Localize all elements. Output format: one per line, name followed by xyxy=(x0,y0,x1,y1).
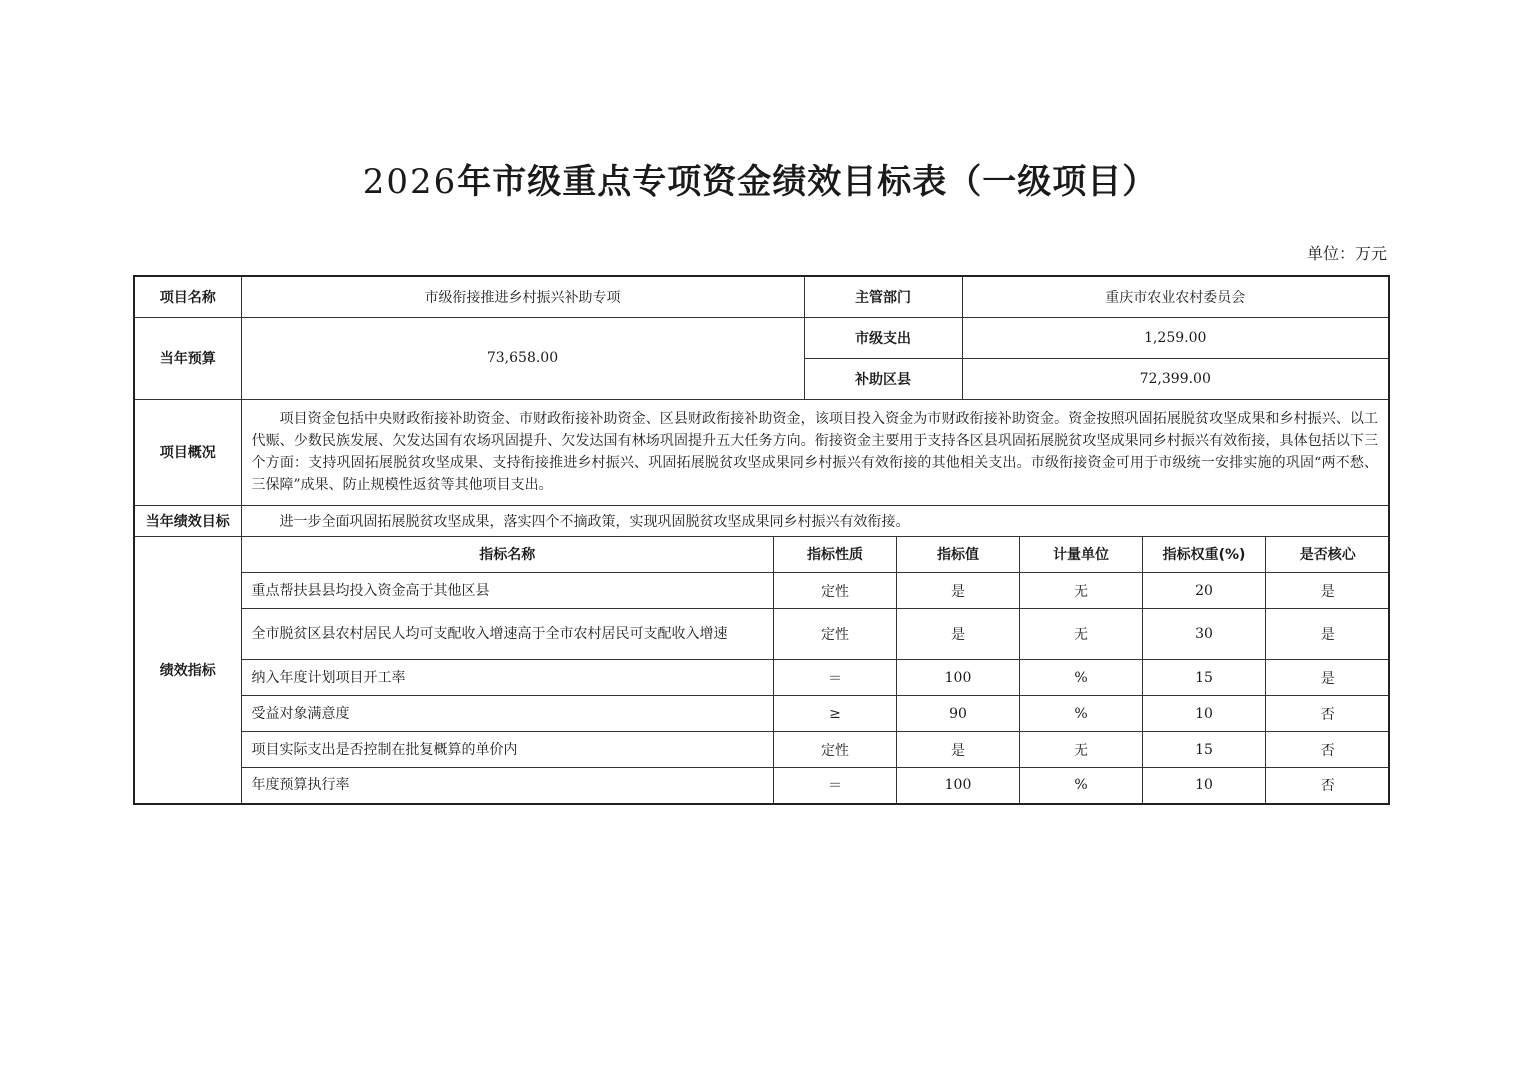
performance-target-table xyxy=(133,275,1390,805)
indicator-weight: 15 xyxy=(1143,660,1266,696)
indicator-weight: 15 xyxy=(1143,732,1266,768)
indicator-nature: 定性 xyxy=(774,609,897,660)
unit-label: 单位：万元 xyxy=(1306,244,1387,263)
header-unit: 计量单位 xyxy=(1020,537,1143,573)
indicator-value: 90 xyxy=(897,696,1020,732)
indicator-value: 100 xyxy=(897,768,1020,803)
indicator-unit: % xyxy=(1020,696,1143,732)
header-indicator-value: 指标值 xyxy=(897,537,1020,573)
indicator-nature: ＝ xyxy=(774,660,897,696)
indicator-row xyxy=(242,609,1390,660)
subsidy-districts-label: 补助区县 xyxy=(804,358,962,399)
indicator-core: 是 xyxy=(1266,609,1390,660)
indicator-weight: 10 xyxy=(1143,768,1266,803)
indicator-core: 是 xyxy=(1266,573,1390,609)
indicator-core: 否 xyxy=(1266,696,1390,732)
indicator-row xyxy=(242,768,1390,803)
indicator-row xyxy=(242,573,1390,609)
city-spending-label: 市级支出 xyxy=(804,317,962,358)
page-title xyxy=(0,158,1520,206)
header-weight: 指标权重(%) xyxy=(1143,537,1266,573)
city-spending-value: 1,259.00 xyxy=(962,317,1389,358)
indicator-header-row xyxy=(242,537,1390,573)
budget-label: 当年预算 xyxy=(134,317,241,399)
indicator-value: 是 xyxy=(897,609,1020,660)
indicator-name: 年度预算执行率 xyxy=(242,768,774,803)
indicator-core: 否 xyxy=(1266,768,1390,803)
indicator-nature: ＝ xyxy=(774,768,897,803)
budget-value: 73,658.00 xyxy=(241,317,804,399)
indicator-unit: 无 xyxy=(1020,732,1143,768)
project-name-label: 项目名称 xyxy=(134,276,241,317)
indicator-name: 重点帮扶县县均投入资金高于其他区县 xyxy=(242,573,774,609)
indicator-unit: 无 xyxy=(1020,609,1143,660)
overview-text: 项目资金包括中央财政衔接补助资金、市财政衔接补助资金、区县财政衔接补助资金，该项目投入资金为市财政衔接补助资金。资金按照巩固拓展脱贫攻坚成果和乡村振兴、以工代赈、少数民族发展、欠发达国有农场巩固提升、欠发达国有林场巩固提升五大任务方向。衔接资金主要用于支持各区县巩固拓展脱贫攻坚成果同乡村振兴有效衔接，具体包括以下三个方面：支持巩固拓展脱贫攻坚成果、支持衔接推进乡村振兴、巩固拓展脱贫攻坚成果同乡村振兴有效衔接的其他相关支出。市级衔接资金可用于市级统一安排实施的巩固“两不愁、三保障”成果、防止规模性返贫等其他项目支出。 xyxy=(241,399,1389,505)
title-text: 年市级重点专项资金绩效目标表（一级项目） xyxy=(457,162,1158,202)
project-name-row xyxy=(134,276,1389,317)
indicator-nature: 定性 xyxy=(774,732,897,768)
indicator-unit: % xyxy=(1020,768,1143,803)
department-value: 重庆市农业农村委员会 xyxy=(962,276,1389,317)
overview-label: 项目概况 xyxy=(134,399,241,505)
subsidy-districts-value: 72,399.00 xyxy=(962,358,1389,399)
indicator-name: 全市脱贫区县农村居民人均可支配收入增速高于全市农村居民可支配收入增速 xyxy=(242,609,774,660)
indicator-row xyxy=(242,660,1390,696)
indicators-row xyxy=(134,536,1389,804)
indicator-value: 是 xyxy=(897,573,1020,609)
header-indicator-nature: 指标性质 xyxy=(774,537,897,573)
indicator-core: 是 xyxy=(1266,660,1390,696)
annual-goal-row xyxy=(134,505,1389,536)
header-indicator-name: 指标名称 xyxy=(242,537,774,573)
indicator-value: 是 xyxy=(897,732,1020,768)
overview-row xyxy=(134,399,1389,505)
title-year: 2026 xyxy=(362,162,458,202)
indicator-nature: 定性 xyxy=(774,573,897,609)
indicator-value: 100 xyxy=(897,660,1020,696)
indicators-label: 绩效指标 xyxy=(134,536,241,804)
indicator-nature: ≥ xyxy=(774,696,897,732)
indicator-row xyxy=(242,732,1390,768)
project-name-value: 市级衔接推进乡村振兴补助专项 xyxy=(241,276,804,317)
indicator-name: 纳入年度计划项目开工率 xyxy=(242,660,774,696)
indicator-weight: 10 xyxy=(1143,696,1266,732)
indicator-weight: 20 xyxy=(1143,573,1266,609)
indicators-table xyxy=(242,537,1390,803)
annual-goal-text: 进一步全面巩固拓展脱贫攻坚成果，落实四个不摘政策，实现巩固脱贫攻坚成果同乡村振兴有效衔接。 xyxy=(241,505,1389,536)
indicator-weight: 30 xyxy=(1143,609,1266,660)
indicator-unit: 无 xyxy=(1020,573,1143,609)
header-is-core: 是否核心 xyxy=(1266,537,1390,573)
indicator-unit: % xyxy=(1020,660,1143,696)
budget-row xyxy=(134,317,1389,358)
indicator-name: 受益对象满意度 xyxy=(242,696,774,732)
annual-goal-label: 当年绩效目标 xyxy=(134,505,241,536)
indicator-name: 项目实际支出是否控制在批复概算的单价内 xyxy=(242,732,774,768)
department-label: 主管部门 xyxy=(804,276,962,317)
indicator-row xyxy=(242,696,1390,732)
indicator-core: 否 xyxy=(1266,732,1390,768)
indicators-cell xyxy=(241,536,1389,804)
